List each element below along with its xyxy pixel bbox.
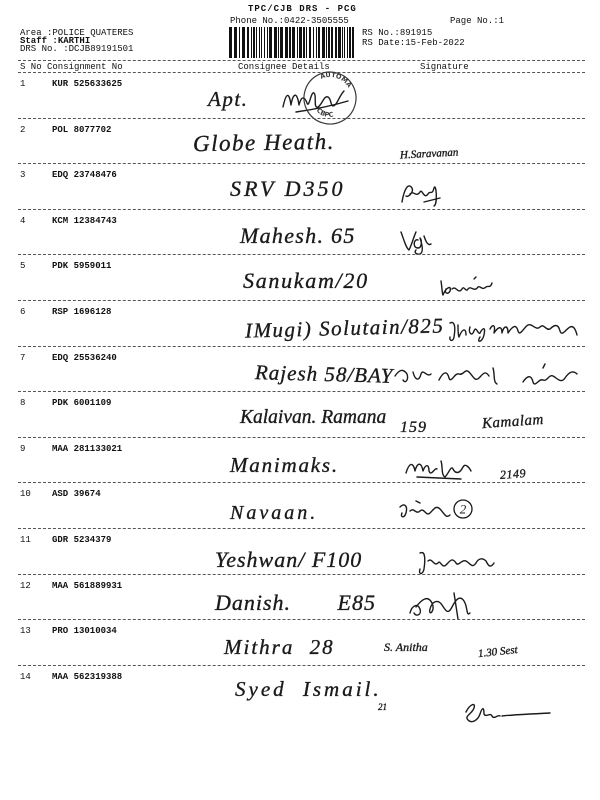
staff-value: KARTHI [57, 36, 91, 46]
barcode-bar [274, 27, 277, 58]
consignee-details-handwritten: Kalaivan. Ramana [240, 407, 387, 429]
barcode-bar [234, 27, 237, 58]
barcode-bar [278, 27, 279, 58]
signature-scribble [438, 275, 494, 299]
consignee-details-handwritten: Globe Heath. [192, 128, 336, 156]
signature-scribble [398, 226, 434, 256]
signature-scribble [396, 497, 454, 525]
barcode-bar [297, 27, 298, 58]
barcode-bar [242, 27, 245, 58]
barcode-bar [247, 27, 249, 58]
page-label: Page No.: [450, 16, 499, 26]
row-serial-number: 4 [20, 215, 26, 226]
column-header-sno: S No [20, 62, 42, 72]
handwritten-note: 21 [378, 701, 387, 712]
receiver-signature-text: Kamalam [481, 412, 545, 433]
handwritten-note: 1.30 Sest [477, 644, 519, 661]
signature-scribble [393, 360, 579, 394]
consignment-number: RSP 1696128 [52, 307, 112, 317]
barcode-bar [313, 27, 314, 58]
rs-number-value: 891915 [399, 28, 433, 38]
barcode-bar [309, 27, 311, 58]
column-header-consignee: Consignee Details [238, 62, 330, 72]
table-row [0, 620, 600, 666]
barcode-bar [269, 27, 272, 58]
row-serial-number: 6 [20, 307, 26, 317]
rs-date-value: 15-Feb-2022 [405, 38, 465, 48]
stamp-top-text: AUTOMA [319, 70, 354, 89]
table-row [0, 529, 600, 575]
consignment-number: MAA 562319388 [52, 671, 123, 682]
signature-scribble [416, 547, 496, 577]
row-serial-number: 12 [20, 580, 31, 591]
barcode-bar [326, 27, 327, 58]
column-header-consignment: Consignment No [47, 62, 123, 72]
signature-scribble [460, 698, 555, 724]
signature-scribble [446, 315, 580, 345]
barcode-bar [331, 27, 333, 58]
consignee-details-handwritten: Syed Ismail. [235, 676, 382, 701]
dashed-divider [18, 60, 585, 61]
barcode [228, 27, 356, 58]
barcode-bar [347, 27, 348, 58]
table-row [0, 438, 600, 484]
drs-number-label: DRS No. : [20, 44, 69, 54]
consignment-number: MAA 561889931 [52, 580, 123, 591]
drs-number-value: DCJB89191501 [68, 44, 134, 54]
consignment-number: EDQ 25536240 [52, 352, 117, 363]
table-row [0, 666, 600, 712]
table-row [0, 483, 600, 529]
table-row [0, 255, 600, 301]
consignment-number: MAA 281133021 [52, 443, 123, 454]
consignee-details-handwritten: Navaan. [230, 502, 319, 525]
circled-number [452, 498, 474, 520]
receiver-signature-text: S. Anitha [384, 640, 428, 655]
barcode-bar [280, 27, 283, 58]
row-serial-number: 2 [20, 124, 26, 135]
barcode-bar [251, 27, 252, 58]
consignee-details-handwritten: Sanukam/20 [243, 268, 369, 294]
row-serial-number: 10 [20, 489, 31, 500]
barcode-bar [292, 27, 295, 58]
barcode-bar [259, 27, 260, 58]
handwritten-note: 159 [400, 419, 427, 437]
row-serial-number: 8 [20, 398, 26, 409]
consignment-number: GDR 5234379 [52, 535, 112, 545]
phone-number [230, 17, 349, 26]
consignee-details-handwritten: Manimaks. [230, 452, 339, 477]
table-row [0, 392, 600, 438]
consignee-details-handwritten: Mahesh. 65 [240, 222, 356, 248]
drs-number-field [20, 45, 133, 54]
consignee-details-handwritten: Mithra 28 [224, 635, 335, 660]
area-value: POLICE QUATERES [52, 28, 134, 38]
barcode-bar [318, 27, 320, 58]
receiver-signature-text: H.Saravanan [399, 146, 459, 162]
rs-date-field [362, 39, 465, 48]
svg-text:AUTOMA [317, 67, 355, 91]
signature-scribble [403, 453, 473, 481]
circled-number-text: 2 [459, 501, 467, 517]
consignment-number: ASD 39674 [52, 489, 101, 500]
barcode-bar [253, 27, 255, 58]
row-serial-number: 11 [20, 535, 31, 545]
consignment-number: KUR 525633625 [52, 79, 123, 89]
table-row [0, 347, 600, 393]
consignee-details-handwritten: Rajesh 58/BAY [254, 359, 394, 388]
handwritten-note: 2149 [499, 465, 527, 482]
signature-scribble [406, 589, 476, 621]
rs-number-field [362, 29, 432, 38]
phone-value: 0422-3505555 [284, 16, 349, 26]
consignee-details-handwritten: Danish. E85 [215, 589, 376, 615]
table-row [0, 164, 600, 210]
signature-scribble [398, 178, 444, 208]
barcode-bar [229, 27, 232, 58]
row-serial-number: 1 [20, 79, 26, 89]
barcode-bar [344, 27, 345, 58]
table-row [0, 210, 600, 256]
area-label: Area : [20, 28, 53, 38]
barcode-bar [303, 27, 305, 58]
phone-label: Phone No.: [230, 16, 285, 26]
barcode-bar [299, 27, 302, 58]
barcode-bar [322, 27, 325, 58]
barcode-bar [285, 27, 288, 58]
table-row [0, 70, 600, 120]
row-serial-number: 9 [20, 443, 26, 454]
consignment-number: PDK 5959011 [52, 261, 112, 272]
barcode-bar [256, 27, 257, 58]
consignee-details-handwritten: Yeshwan/ F100 [215, 547, 363, 572]
row-serial-number: 13 [20, 626, 31, 637]
rs-date-label: RS Date: [362, 38, 406, 48]
consignee-details-handwritten: Apt. [208, 87, 249, 111]
consignee-details-handwritten: IMugi) Solutain/825 [244, 313, 445, 343]
barcode-bar [335, 27, 337, 58]
barcode-bar [289, 27, 291, 58]
consignee-details-handwritten: SRV D350 [230, 176, 346, 202]
barcode-bar [349, 27, 351, 58]
staff-label: Staff : [20, 36, 58, 46]
barcode-bar [328, 27, 330, 58]
barcode-bar [342, 27, 343, 58]
consignment-number: POL 8077702 [52, 124, 112, 135]
barcode-bar [267, 27, 268, 58]
barcode-bar [352, 27, 354, 58]
rs-number-label: RS No.: [362, 28, 400, 38]
row-serial-number: 3 [20, 170, 26, 181]
barcode-bar [239, 27, 240, 58]
barcode-bar [338, 27, 341, 58]
consignment-number: PRO 13010034 [52, 626, 117, 637]
row-serial-number: 5 [20, 261, 26, 272]
row-serial-number: 14 [20, 671, 31, 682]
table-row [0, 119, 600, 165]
barcode-bar [306, 27, 307, 58]
row-serial-number: 7 [20, 352, 26, 363]
consignment-number: PDK 6001109 [52, 398, 112, 409]
barcode-bar [264, 27, 265, 58]
consignment-number: EDQ 23748476 [52, 170, 117, 181]
barcode-bar [316, 27, 317, 58]
stamp-bottom-text: CBPC [314, 106, 334, 120]
barcode-bar [261, 27, 262, 58]
sheet-title: TPC/CJB DRS - PCG [248, 4, 357, 14]
page-value: 1 [498, 16, 505, 26]
page-number [450, 17, 504, 26]
table-row [0, 301, 600, 347]
column-header-signature: Signature [420, 62, 469, 72]
consignment-number: KCM 12384743 [52, 215, 117, 226]
table-row [0, 575, 600, 621]
